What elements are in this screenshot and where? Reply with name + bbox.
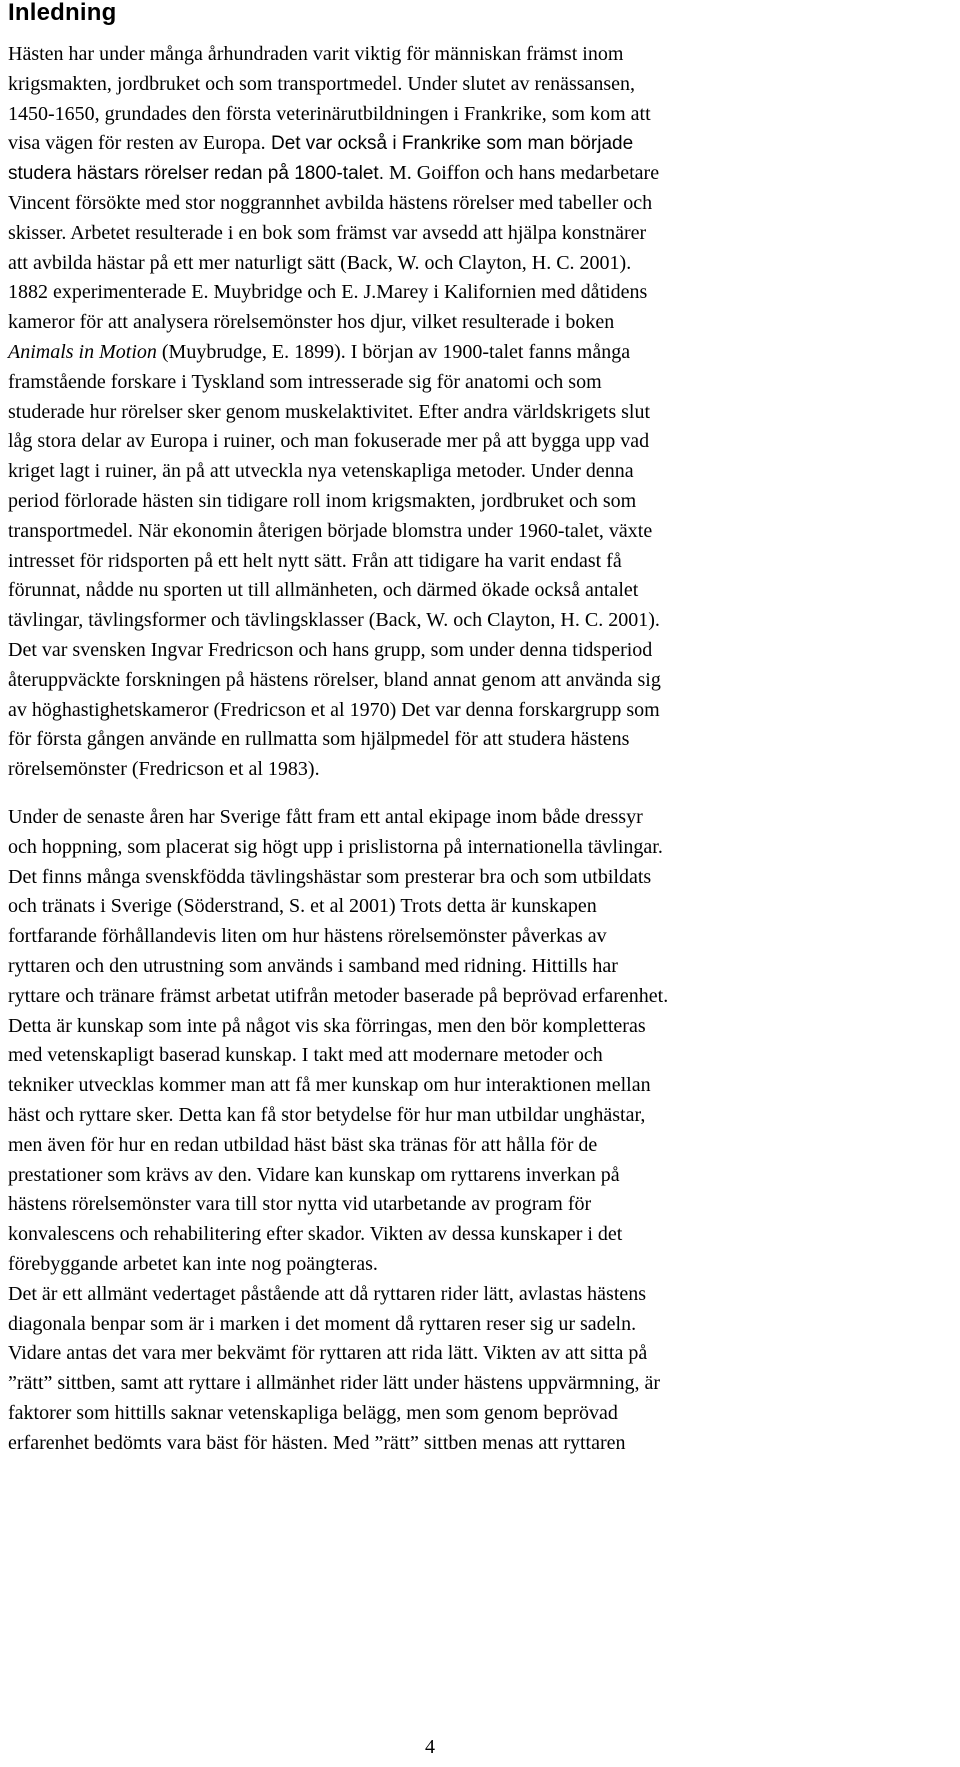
text-segment: visa vägen för resten av Europa. xyxy=(8,132,266,155)
text-line: erfarenhet bedömts vara bäst för hästen. Med ”rätt” sittben menas att ryttaren xyxy=(8,1431,626,1454)
paragraph-current-research xyxy=(8,803,960,1459)
text-line: studerade hur rörelser sker genom muskelaktivitet. Efter andra världskrigets slut xyxy=(8,400,651,423)
text-line: tävlingar, tävlingsformer och tävlingsklasser (Back, W. och Clayton, H. C. 2001). xyxy=(8,609,660,632)
text-line: häst och ryttare sker. Detta kan få stor betydelse för hur man utbildar unghästar, xyxy=(8,1103,646,1126)
text-line: men även för hur en redan utbildad häst bäst ska tränas för att hålla för de xyxy=(8,1133,598,1156)
text-line: hästens rörelsemönster vara till stor nytta vid utarbetande av program för xyxy=(8,1193,592,1216)
text-line: faktorer som hittills saknar vetenskapliga belägg, men som genom beprövad xyxy=(8,1401,618,1424)
text-line: att avbilda hästar på ett mer naturligt sätt (Back, W. och Clayton, H. C. 2001). xyxy=(8,251,632,274)
text-line: Detta är kunskap som inte på något vis ska förringas, men den bör kompletteras xyxy=(8,1014,646,1037)
text-line: förebyggande arbetet kan inte nog poängteras. xyxy=(8,1252,378,1275)
text-line: med vetenskapligt baserad kunskap. I takt med att modernare metoder och xyxy=(8,1044,603,1067)
text-line: framstående forskare i Tyskland som intresserade sig för anatomi och som xyxy=(8,370,602,393)
text-segment-sans: studera hästars rörelser redan på 1800-talet. xyxy=(8,163,384,185)
text-line: intresset för ridsporten på ett helt nytt sätt. Från att tidigare ha varit endast få xyxy=(8,549,622,572)
text-line: Vidare antas det vara mer bekvämt för ryttaren att rida lätt. Vikten av att sitta på xyxy=(8,1342,648,1365)
text-line: 1450-1650, grundades den första veterinärutbildningen i Frankrike, som kom att xyxy=(8,102,651,125)
text-line: återuppväckte forskningen på hästens rörelser, bland annat genom att använda sig xyxy=(8,668,661,691)
text-line: Det var svensken Ingvar Fredricson och hans grupp, som under denna tidsperiod xyxy=(8,638,653,661)
text-line: Vincent försökte med stor noggrannhet avbilda hästens rörelser med tabeller och xyxy=(8,191,653,214)
text-line: kriget lagt i ruiner, än på att utveckla nya vetenskapliga metoder. Under denna xyxy=(8,460,634,483)
text-line: låg stora delar av Europa i ruiner, och man fokuserade mer på att bygga upp vad xyxy=(8,430,650,453)
text-line: kameror för att analysera rörelsemönster hos djur, vilket resulterade i boken xyxy=(8,311,615,334)
text-line: Det finns många svenskfödda tävlingshästar som presterar bra och som utbildats xyxy=(8,865,652,888)
paragraph-history xyxy=(8,40,960,785)
text-line xyxy=(8,159,960,189)
text-line: Under de senaste åren har Sverige fått fram ett antal ekipage inom både dressyr xyxy=(8,806,643,828)
text-line: ”rätt” sittben, samt att ryttare i allmänhet rider lätt under hästens uppvärmning, är xyxy=(8,1372,661,1395)
text-line: rörelsemönster (Fredricson et al 1983). xyxy=(8,758,320,781)
text-line: 1882 experimenterade E. Muybridge och E. J.Marey i Kalifornien med dåtidens xyxy=(8,281,648,304)
text-line: ryttaren och den utrustning som används i samband med ridning. Hittills har xyxy=(8,954,618,977)
text-line: krigsmakten, jordbruket och som transportmedel. Under slutet av renässansen, xyxy=(8,72,636,95)
text-line: tekniker utvecklas kommer man att få mer kunskap om hur interaktionen mellan xyxy=(8,1074,651,1097)
text-segment: M. Goiffon och hans medarbetare xyxy=(384,162,660,185)
text-line: Hästen har under många århundraden varit viktig för människan främst inom xyxy=(8,43,624,65)
text-line xyxy=(8,129,960,159)
text-line xyxy=(8,338,960,368)
text-line: prestationer som krävs av den. Vidare kan kunskap om ryttarens inverkan på xyxy=(8,1163,620,1186)
text-line: förunnat, nådde nu sporten ut till allmänheten, och därmed ökade också antalet xyxy=(8,579,639,602)
text-line: av höghastighetskameror (Fredricson et al 1970) Det var denna forskargrupp som xyxy=(8,698,660,721)
text-line: diagonala benpar som är i marken i det moment då ryttaren reser sig ur sadeln. xyxy=(8,1312,637,1335)
text-line: och hoppning, som placerat sig högt upp i prislistorna på internationella tävlingar. xyxy=(8,835,663,858)
text-line: och tränats i Sverige (Söderstrand, S. et al 2001) Trots detta är kunskapen xyxy=(8,895,597,918)
text-line: transportmedel. När ekonomin återigen började blomstra under 1960-talet, växte xyxy=(8,519,653,542)
text-segment: (Muybrudge, E. 1899). I början av 1900-talet fanns många xyxy=(156,340,631,363)
text-line: ryttare och tränare främst arbetat utifrån metoder baserade på beprövad erfarenhet. xyxy=(8,984,669,1007)
text-segment-sans: Det var också i Frankrike som man började xyxy=(265,133,634,155)
text-line: för första gången använde en rullmatta som hjälpmedel för att studera hästens xyxy=(8,728,630,751)
text-line: fortfarande förhållandevis liten om hur hästens rörelsemönster påverkas av xyxy=(8,925,607,948)
text-line: Det är ett allmänt vedertaget påstående att då ryttaren rider lätt, avlastas hästens xyxy=(8,1282,647,1305)
section-heading: Inledning xyxy=(8,0,117,26)
text-line: konvalescens och rehabilitering efter skador. Vikten av dessa kunskaper i det xyxy=(8,1223,623,1246)
text-line: period förlorade hästen sin tidigare roll inom krigsmakten, jordbruket och som xyxy=(8,489,637,512)
book-title: Animals in Motion xyxy=(8,340,157,363)
text-line: skisser. Arbetet resulterade i en bok som främst var avsedd att hjälpa konstnärer xyxy=(8,221,647,244)
page-number: 4 xyxy=(425,1736,435,1758)
